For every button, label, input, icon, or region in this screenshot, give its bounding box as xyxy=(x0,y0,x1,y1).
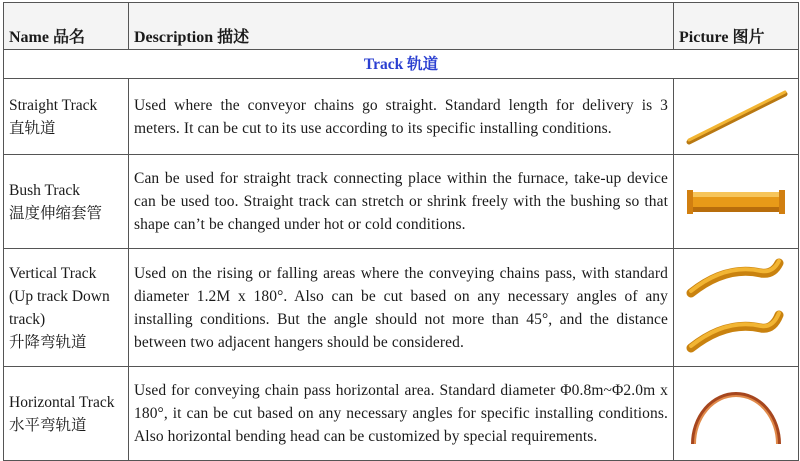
table-row xyxy=(4,249,799,367)
row-picture xyxy=(674,155,799,249)
row-description: Used on the rising or falling areas where the conveying chains pass, with standard diameter 1.2M x 180°. Also can be cut based on any necessary angles of any installing conditions. But the angle should not more than 45°, and the distance between two adjacent hangers should be considered. xyxy=(129,249,674,367)
row-name-cn: 水平弯轨道 xyxy=(9,416,87,434)
row-name-en: Straight Track xyxy=(9,96,98,114)
header-name: Name 品名 xyxy=(4,3,129,50)
row-name xyxy=(4,367,129,461)
row-name-cn: 升降弯轨道 xyxy=(9,333,87,351)
row-picture xyxy=(674,367,799,461)
vertical-track-image xyxy=(681,253,791,363)
row-description: Used where the conveyor chains go straight. Standard length for delivery is 3 meters. It can be cut to its use according to its specific installing conditions. xyxy=(129,79,674,155)
header-row xyxy=(4,3,799,50)
row-description: Used for conveying chain pass horizontal area. Standard diameter Φ0.8m~Φ2.0m x 180°, it can be cut based on any necessary angles for specific installing conditions. Also horizontal bending head can be customized by special requirements. xyxy=(129,367,674,461)
table-row xyxy=(4,79,799,155)
row-name-cn: 直轨道 xyxy=(9,119,56,137)
row-description: Can be used for straight track connecting place within the furnace, take-up device can be used too. Straight track can stretch or shrink freely with the bushing so that shape can’t be changed under hot or cold conditions. xyxy=(129,155,674,249)
row-picture xyxy=(674,79,799,155)
track-spec-table xyxy=(3,2,799,461)
row-name-en: Vertical Track (Up track Down track) xyxy=(9,264,110,328)
row-name-en: Horizontal Track xyxy=(9,393,115,411)
header-picture: Picture 图片 xyxy=(674,3,799,50)
straight-track-image xyxy=(681,82,791,152)
section-title: Track 轨道 xyxy=(4,50,799,79)
bush-track-image xyxy=(681,172,791,232)
header-description: Description 描述 xyxy=(129,3,674,50)
horizontal-track-image xyxy=(681,374,791,454)
row-name-cn: 温度伸缩套管 xyxy=(9,204,103,222)
table-row xyxy=(4,367,799,461)
section-row xyxy=(4,50,799,79)
row-name-en: Bush Track xyxy=(9,181,81,199)
row-name xyxy=(4,155,129,249)
row-name xyxy=(4,249,129,367)
table-row xyxy=(4,155,799,249)
row-name xyxy=(4,79,129,155)
row-picture xyxy=(674,249,799,367)
